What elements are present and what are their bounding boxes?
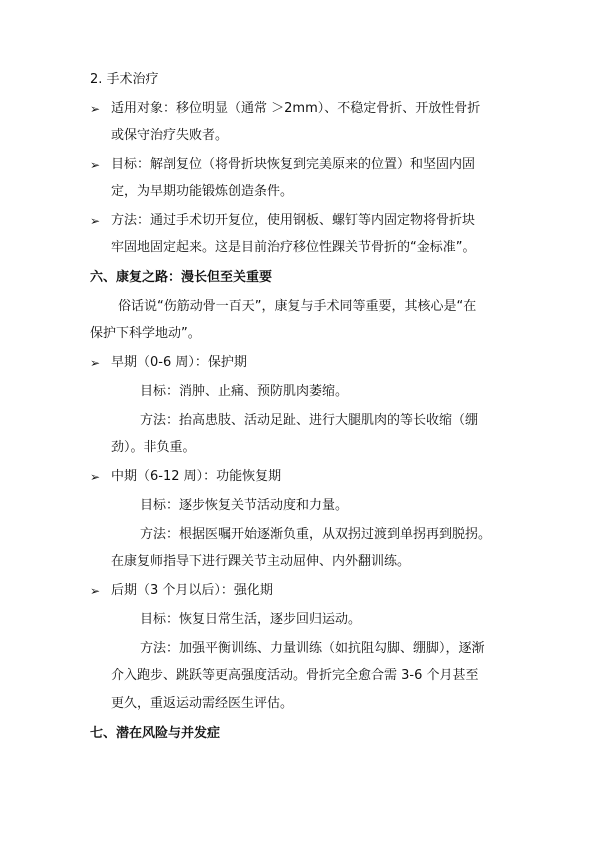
bullet-arrow-icon: ➢	[90, 214, 101, 228]
bullet-arrow-icon: ➢	[90, 158, 101, 172]
surgery-indication-line-2: 或保守治疗失败者。	[111, 128, 229, 143]
surgery-method-line-2: 牢固地固定起来。这是目前治疗移位性踝关节骨折的“金标准”。	[111, 240, 476, 255]
mid-phase-goal: 目标：逐步恢复关节活动度和力量。	[140, 498, 349, 513]
bullet-arrow-icon: ➢	[90, 470, 101, 484]
section-heading-surgery: 2. 手术治疗	[90, 72, 159, 87]
bullet-arrow-icon: ➢	[90, 584, 101, 598]
late-phase-method-line-3: 更久，重返运动需经医生评估。	[111, 696, 294, 711]
late-phase-method-line-1: 方法：加强平衡训练、力量训练（如抗阻勾脚、绷脚），逐渐	[140, 641, 485, 656]
late-phase-goal: 目标：恢复日常生活，逐步回归运动。	[140, 612, 362, 627]
mid-phase-method-line-2: 在康复师指导下进行踝关节主动屈伸、内外翻训练。	[111, 554, 411, 569]
surgery-indication-line-1: 适用对象：移位明显（通常 ＞2mm）、不稳定骨折、开放性骨折	[111, 101, 481, 116]
surgery-method-line-1: 方法：通过手术切开复位，使用钢板、螺钉等内固定物将骨折块	[111, 213, 476, 228]
early-phase-title: 早期（0-6 周）：保护期	[111, 355, 247, 370]
bullet-arrow-icon: ➢	[90, 102, 101, 116]
early-phase-method-line-1: 方法：抬高患肢、活动足趾、进行大腿肌肉的等长收缩（绷	[140, 413, 479, 428]
mid-phase-title: 中期（6-12 周）：功能恢复期	[111, 469, 282, 484]
late-phase-method-line-2: 介入跑步、跳跃等更高强度活动。骨折完全愈合需 3-6 个月甚至	[111, 668, 479, 683]
rehab-intro-line-2: 保护下科学地动”。	[90, 326, 201, 341]
surgery-goal-line-2: 定，为早期功能锻炼创造条件。	[111, 184, 294, 199]
section-heading-risks: 七、潜在风险与并发症	[90, 726, 221, 741]
early-phase-goal: 目标：消肿、止痛、预防肌肉萎缩。	[140, 384, 349, 399]
bullet-arrow-icon: ➢	[90, 356, 101, 370]
rehab-intro-line-1: 俗话说“伤筋动骨一百天”，康复与手术同等重要，其核心是“在	[118, 299, 477, 314]
mid-phase-method-line-1: 方法：根据医嘱开始逐渐负重，从双拐过渡到单拐再到脱拐。	[140, 527, 492, 542]
surgery-goal-line-1: 目标：解剖复位（将骨折块恢复到完美原来的位置）和坚固内固	[111, 157, 476, 172]
section-heading-rehab: 六、康复之路：漫长但至关重要	[90, 270, 273, 285]
early-phase-method-line-2: 劲）。非负重。	[111, 440, 196, 455]
late-phase-title: 后期（3 个月以后）：强化期	[111, 583, 273, 598]
